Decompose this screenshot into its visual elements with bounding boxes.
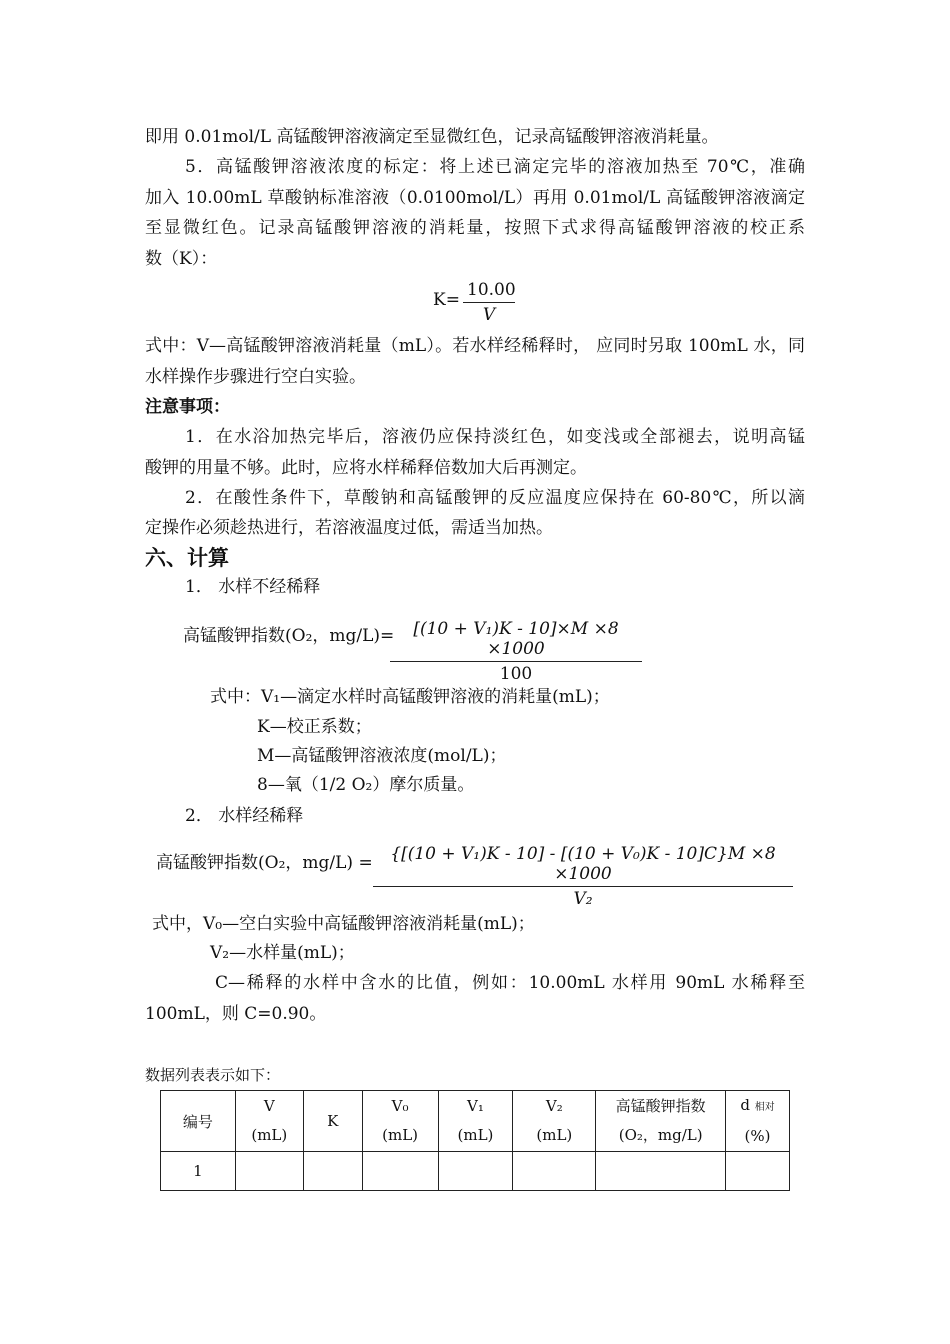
subsection-heading: 1． 水样不经稀释 bbox=[185, 577, 321, 597]
d-subscript: 相对 bbox=[754, 1102, 775, 1113]
table-caption: 数据列表表示如下： bbox=[145, 1066, 281, 1084]
paragraph-line: 加入 10.00mL 草酸钠标准溶液（0.0100mol/L）再用 0.01mol/L 高锰酸钾溶液滴定 bbox=[145, 188, 805, 208]
subsection-heading: 2． 水样经稀释 bbox=[185, 806, 304, 826]
header-cell-k bbox=[303, 1091, 362, 1152]
formula2-label: 高锰酸钾指数(O₂，mg/L) = bbox=[156, 853, 373, 873]
header-label: 编号 bbox=[182, 1112, 213, 1131]
paragraph-line: 5．高锰酸钾溶液浓度的标定：将上述已滴定完毕的溶液加热至 70℃，准确 bbox=[185, 157, 805, 177]
formula1-numerator: [(10 + V₁)K - 10]×M ×8 ×1000 bbox=[413, 619, 619, 659]
paragraph-line: 式中：V—高锰酸钾溶液消耗量（mL）。若水样经稀释时， 应同时另取 100mL 水，同 bbox=[145, 336, 805, 356]
notes-heading: 注意事项： bbox=[145, 397, 230, 417]
header-label: V₀ bbox=[391, 1097, 409, 1115]
where-line: C—稀释的水样中含水的比值，例如：10.00mL 水样用 90mL 水稀释至 bbox=[215, 973, 805, 993]
paragraph-line: 1．在水浴加热完毕后，溶液仍应保持淡红色，如变浅或全部褪去，说明高锰 bbox=[185, 427, 805, 447]
paragraph-line: 水样操作步骤进行空白实验。 bbox=[145, 367, 366, 387]
formula2-denominator: V₂ bbox=[573, 889, 593, 909]
table-row bbox=[161, 1152, 790, 1191]
header-cell-v0 bbox=[362, 1091, 438, 1152]
formula2-fraction bbox=[373, 844, 793, 909]
k-formula-denominator: V bbox=[482, 305, 496, 325]
cell-empty bbox=[513, 1152, 596, 1191]
cell-empty bbox=[596, 1152, 726, 1191]
fraction-bar bbox=[373, 886, 793, 887]
paragraph-line: 2．在酸性条件下，草酸钠和高锰酸钾的反应温度应保持在 60-80℃，所以滴 bbox=[185, 488, 805, 508]
where-line: V₂—水样量(mL)； bbox=[210, 943, 355, 963]
header-unit: (mL) bbox=[382, 1126, 419, 1144]
d-symbol: d bbox=[740, 1096, 750, 1114]
cell-empty bbox=[726, 1152, 790, 1191]
header-cell-v1 bbox=[438, 1091, 513, 1152]
header-label: K bbox=[327, 1112, 339, 1130]
paragraph-line: 定操作必须趁热进行，若溶液温度过低，需适当加热。 bbox=[145, 518, 553, 538]
k-formula-label: K= bbox=[433, 290, 460, 310]
formula1-denominator: 100 bbox=[499, 664, 533, 684]
table-header-row bbox=[161, 1091, 790, 1152]
cell-empty bbox=[438, 1152, 513, 1191]
paragraph-line: 数（K）： bbox=[145, 249, 218, 269]
header-cell-index bbox=[596, 1091, 726, 1152]
section-heading: 六、计算 bbox=[145, 545, 229, 570]
header-label: 高锰酸钾指数 bbox=[615, 1097, 706, 1115]
header-cell-v2 bbox=[513, 1091, 596, 1152]
k-formula-fraction bbox=[463, 280, 515, 325]
cell-empty bbox=[362, 1152, 438, 1191]
row-number: 1 bbox=[193, 1162, 203, 1180]
data-table bbox=[160, 1090, 790, 1191]
where-line: M—高锰酸钾溶液浓度(mol/L)； bbox=[257, 746, 507, 766]
where-line: 式中，V₀—空白实验中高锰酸钾溶液消耗量(mL)； bbox=[152, 914, 535, 934]
header-unit: (mL) bbox=[536, 1126, 573, 1144]
fraction-bar bbox=[390, 661, 642, 662]
k-formula-numerator: 10.00 bbox=[467, 280, 516, 300]
where-line: 式中：V₁—滴定水样时高锰酸钾溶液的消耗量(mL)； bbox=[210, 687, 610, 707]
fraction-bar bbox=[463, 302, 515, 303]
cell-empty bbox=[235, 1152, 303, 1191]
header-label: V₁ bbox=[467, 1097, 484, 1115]
cell-empty bbox=[303, 1152, 362, 1191]
cell-no bbox=[161, 1152, 236, 1191]
header-label bbox=[726, 1091, 789, 1122]
header-label: V₂ bbox=[545, 1097, 563, 1115]
header-unit: (mL) bbox=[457, 1126, 494, 1144]
where-line: 100mL，则 C=0.90。 bbox=[145, 1004, 327, 1024]
header-cell-v bbox=[235, 1091, 303, 1152]
formula1-fraction bbox=[390, 619, 642, 684]
paragraph-line: 至显微红色。记录高锰酸钾溶液的消耗量，按照下式求得高锰酸钾溶液的校正系 bbox=[145, 218, 805, 238]
where-line: K—校正系数； bbox=[257, 717, 372, 737]
paragraph-line: 酸钾的用量不够。此时，应将水样稀释倍数加大后再测定。 bbox=[145, 458, 587, 478]
formula1-label: 高锰酸钾指数(O₂，mg/L)= bbox=[183, 626, 395, 646]
header-cell-no bbox=[161, 1091, 236, 1152]
header-unit: (O₂，mg/L) bbox=[618, 1126, 703, 1144]
formula2-numerator: {[(10 + V₁)K - 10] - [(10 + V₀)K - 10]C}M ×8 ×1000 bbox=[390, 844, 776, 884]
paragraph-line: 即用 0.01mol/L 高锰酸钾溶液滴定至显微红色，记录高锰酸钾溶液消耗量。 bbox=[145, 127, 719, 147]
header-unit: (%) bbox=[744, 1127, 771, 1145]
header-unit: (mL) bbox=[251, 1126, 288, 1144]
where-line: 8—氧（1/2 O₂）摩尔质量。 bbox=[257, 775, 475, 795]
header-cell-d bbox=[726, 1091, 790, 1152]
header-label: V bbox=[263, 1097, 275, 1115]
